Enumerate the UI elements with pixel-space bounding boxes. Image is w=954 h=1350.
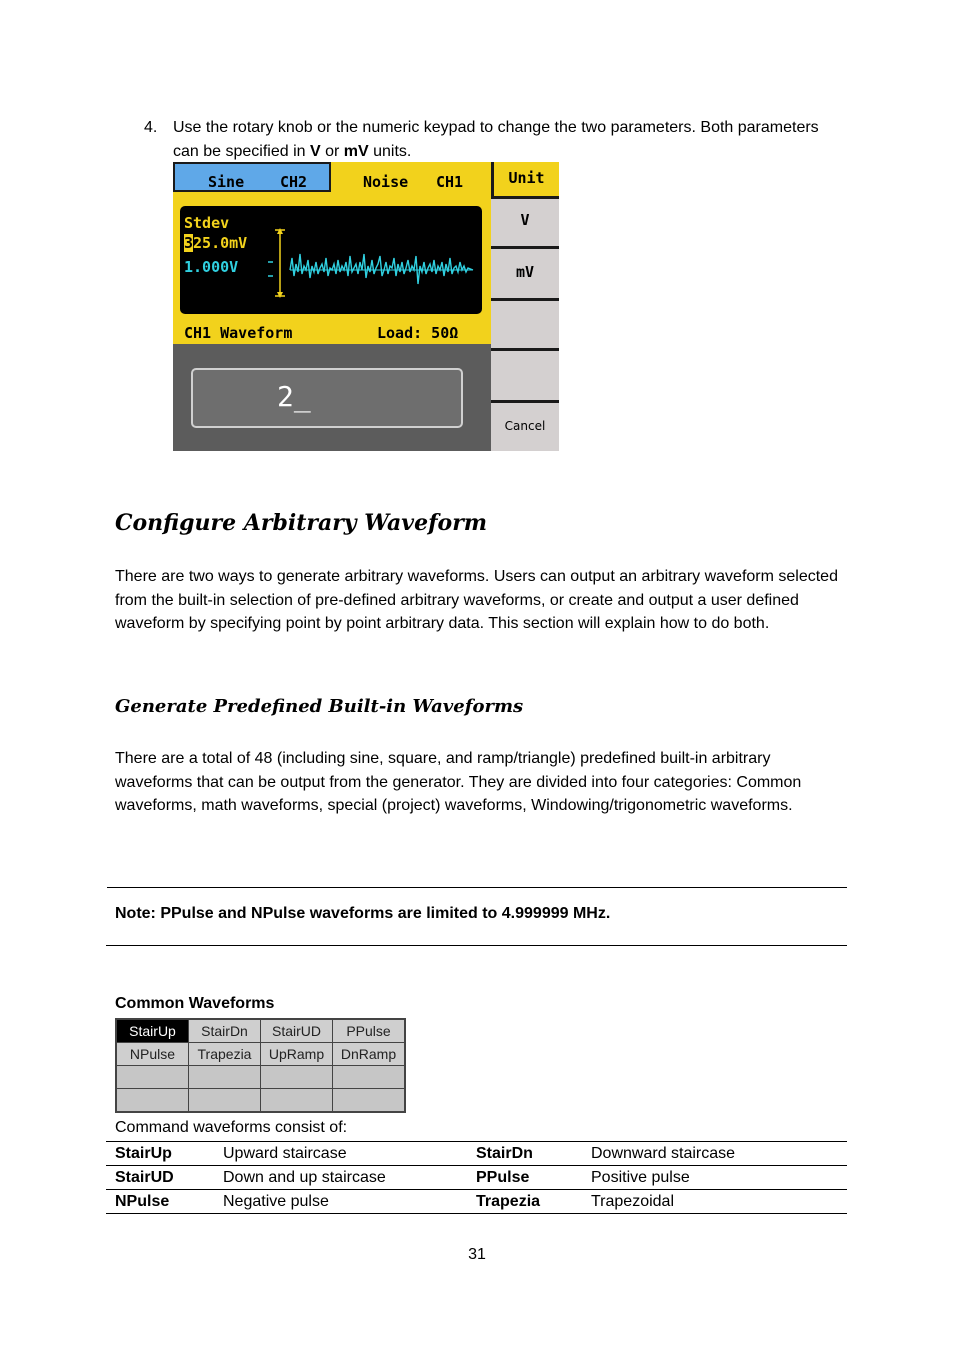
softkey-mv-label: mV [515, 263, 535, 281]
note-text: Note: PPulse and NPulse waveforms are limited to 4.999999 MHz. [115, 905, 611, 922]
grid-cell-empty [189, 1089, 261, 1113]
def-desc: Down and up staircase [223, 1166, 476, 1190]
softkey-cancel-label: Cancel [504, 419, 546, 433]
def-key: Trapezia [476, 1190, 591, 1214]
grid-cell-empty [333, 1066, 406, 1089]
grid-cell-empty [333, 1089, 406, 1113]
grid-row [116, 1089, 405, 1113]
subsection-text: There are a total of 48 (including sine, square, and ramp/triangle) predefined built-in arbitrary waveforms that can be output from the generator. They are divided into four categories: Common waveforms, math waveforms, special (project) waveforms, Windowing/trigonometric waveforms. [115, 750, 802, 814]
common-waveforms-grid [115, 1018, 406, 1113]
grid-cell-dnramp[interactable]: DnRamp [333, 1043, 406, 1066]
step-text-before: Use the rotary knob or the numeric keypad to change the two parameters. Both parameters can be specified in [173, 119, 819, 160]
grid-cell-stairdn[interactable]: StairDn [189, 1019, 261, 1043]
input-text: 2_ [277, 380, 311, 413]
instrument-screen [173, 162, 559, 451]
unit-v: V [309, 143, 321, 160]
waveform-definitions [106, 1141, 847, 1214]
grid-cell-npulse[interactable]: NPulse [116, 1043, 189, 1066]
numeric-input[interactable] [191, 368, 463, 428]
waveform-display [180, 206, 482, 314]
waveform-panel [173, 192, 491, 344]
param-value-rest: 25.0mV [193, 234, 248, 252]
grid-cell-empty [261, 1066, 333, 1089]
def-desc: Positive pulse [591, 1166, 847, 1190]
tab-ch1-wave: Noise [363, 173, 409, 191]
grid-cell-stairud[interactable]: StairUD [261, 1019, 333, 1043]
footer-waveform: CH1 Waveform [184, 324, 293, 342]
footer-load: Load: 50Ω [377, 324, 459, 342]
def-key: StairDn [476, 1142, 591, 1166]
consist-text: Command waveforms consist of: [115, 1119, 348, 1136]
def-desc: Trapezoidal [591, 1190, 847, 1214]
tab-ch2[interactable] [173, 162, 331, 192]
def-key: PPulse [476, 1166, 591, 1190]
section-title: Configure Arbitrary Waveform [115, 510, 488, 536]
grid-cell-empty [116, 1089, 189, 1113]
param-value[interactable] [184, 234, 247, 252]
def-key: StairUp [106, 1142, 223, 1166]
grid-cell-ppulse[interactable]: PPulse [333, 1019, 406, 1043]
grid-cell-upramp[interactable]: UpRamp [261, 1043, 333, 1066]
softkey-v[interactable] [491, 196, 559, 246]
section-intro: There are two ways to generate arbitrary waveforms. Users can output an arbitrary waveform selected from the built-in selection of pre-defined arbitrary waveforms, or create and output a user defined waveform by specifying point by point arbitrary data. This section will explain how to do both. [115, 568, 838, 632]
def-key: StairUD [106, 1166, 223, 1190]
input-panel [173, 344, 491, 451]
page-number: 31 [468, 1246, 486, 1263]
note-rule-bottom [106, 945, 847, 946]
tab-ch1[interactable] [331, 162, 491, 196]
tab-ch2-channel: CH2 [280, 173, 308, 191]
common-waveforms-title: Common Waveforms [115, 995, 275, 1012]
softkey-v-label: V [520, 211, 530, 229]
offset-value: 1.000V [184, 258, 239, 276]
def-desc: Downward staircase [591, 1142, 847, 1166]
def-desc: Upward staircase [223, 1142, 476, 1166]
tab-ch2-wave: Sine [208, 173, 245, 191]
softkey-cancel[interactable] [491, 400, 559, 451]
noise-waveform-icon [268, 226, 478, 300]
note-rule-top [107, 887, 847, 888]
step-text-after: units. [368, 143, 412, 160]
softkey-title-label: Unit [508, 169, 545, 187]
param-label: Stdev [184, 214, 230, 232]
tab-ch1-channel: CH1 [436, 173, 464, 191]
table-row [106, 1142, 847, 1166]
def-desc: Negative pulse [223, 1190, 476, 1214]
table-row [106, 1190, 847, 1214]
unit-mv: mV [343, 143, 369, 160]
step-number: 4. [144, 119, 158, 136]
grid-row [116, 1043, 405, 1066]
def-key: NPulse [106, 1190, 223, 1214]
grid-cell-trapezia[interactable]: Trapezia [189, 1043, 261, 1066]
grid-cell-stairup[interactable]: StairUp [116, 1019, 189, 1043]
param-cursor: 3 [184, 234, 194, 252]
softkey-4[interactable] [491, 348, 559, 400]
grid-row [116, 1066, 405, 1089]
subsection-title: Generate Predefined Built-in Waveforms [115, 696, 524, 717]
softkey-mv[interactable] [491, 246, 559, 298]
grid-row [116, 1019, 405, 1043]
table-row [106, 1166, 847, 1190]
grid-cell-empty [116, 1066, 189, 1089]
step-or: or [320, 143, 344, 160]
grid-cell-empty [261, 1089, 333, 1113]
step-text [173, 116, 833, 164]
softkey-3[interactable] [491, 298, 559, 348]
grid-cell-empty [189, 1066, 261, 1089]
softkey-title-unit [491, 162, 559, 196]
